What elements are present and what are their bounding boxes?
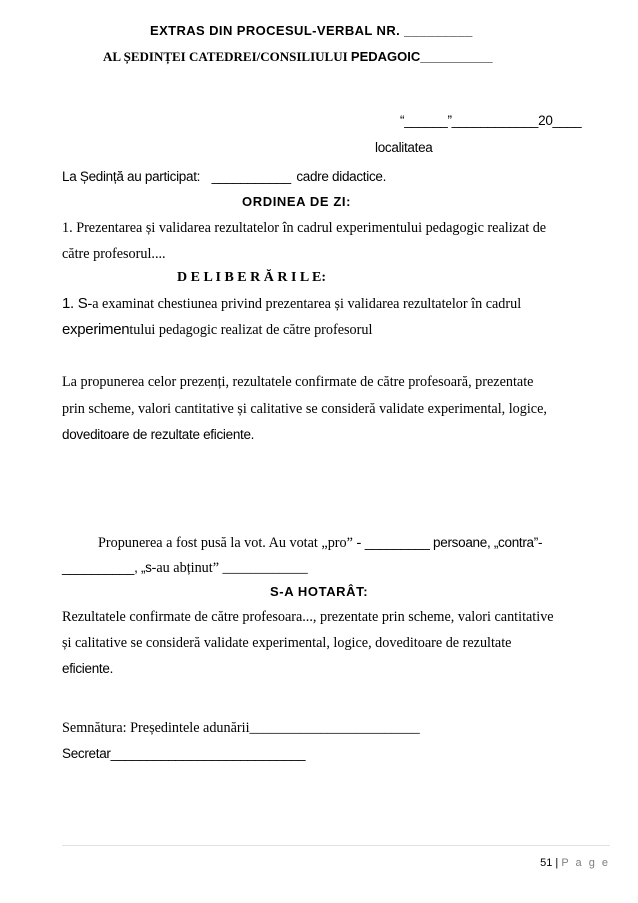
vote-abstain-start: „s bbox=[140, 560, 152, 575]
page-word: P a g e bbox=[561, 857, 610, 869]
deliberations-heading: D E L I B E R Ă R I L E: bbox=[177, 270, 326, 285]
participants-suffix: cadre didactice. bbox=[296, 169, 387, 184]
deliberation-1-line1 bbox=[62, 296, 521, 312]
vote-line1 bbox=[98, 535, 542, 551]
deliberation-2-line1: La propunerea celor prezenți, rezultatele confirmate de către profesoară, prezentate bbox=[62, 374, 534, 390]
footer-divider bbox=[62, 845, 610, 846]
decision-line3: eficiente. bbox=[62, 661, 114, 676]
deliberation-1-number: 1. S bbox=[62, 295, 88, 312]
date-line: “______”____________20____ bbox=[400, 113, 582, 128]
deliberation-1-text: -a examinat chestiunea privind prezentarea și validarea rezultatelor în cadrul bbox=[87, 296, 522, 312]
subtitle-sans-part: PEDAGOIC__________ bbox=[350, 49, 493, 64]
president-signature-line: Semnătura: Președintele adunării________________________ bbox=[62, 720, 420, 736]
page-number: 51 bbox=[540, 857, 553, 869]
vote-persons-contra: _________ persoane, „contra”- bbox=[364, 535, 543, 550]
deliberation-1-word-rest: tului pedagogic realizat de către profesorul bbox=[129, 322, 373, 338]
vote-contra-blank: __________, bbox=[62, 560, 141, 575]
document-title: EXTRAS DIN PROCESUL-VERBAL NR. _________ bbox=[150, 23, 473, 38]
decision-line1: Rezultatele confirmate de către profesoara..., prezentate prin scheme, valori cantitative bbox=[62, 609, 554, 625]
participants-prefix: La Ședință au participat: bbox=[62, 169, 201, 184]
vote-pro-text: Propunerea a fost pusă la vot. Au votat „pro” - bbox=[98, 535, 365, 551]
participants-line bbox=[62, 170, 386, 184]
decision-heading: S-A HOTARÂT: bbox=[270, 584, 369, 599]
vote-abstain-rest: -au abținut” ____________ bbox=[151, 560, 308, 576]
agenda-item-1-line1: 1. Prezentarea și validarea rezultatelor în cadrul experimentului pedagogic realizat de bbox=[62, 220, 547, 236]
subtitle-serif-part: AL ȘEDINȚEI CATEDREI/CONSILIULUI bbox=[103, 49, 351, 64]
deliberation-1-word-start: experimen bbox=[62, 321, 130, 338]
locality-label: localitatea bbox=[375, 140, 433, 155]
deliberation-2-line3: doveditoare de rezultate eficiente. bbox=[62, 427, 255, 442]
vote-line2 bbox=[62, 560, 308, 576]
participants-blank: ___________ bbox=[211, 169, 291, 184]
document-subtitle bbox=[103, 49, 493, 65]
decision-line2: și calitative se consideră validate experimental, logice, doveditoare de rezultate bbox=[62, 635, 512, 651]
agenda-heading: ORDINEA DE ZI: bbox=[242, 194, 352, 209]
footer-separator: | bbox=[552, 857, 562, 869]
deliberation-1-line2 bbox=[62, 322, 372, 338]
secretary-signature-line: Secretar___________________________ bbox=[62, 746, 306, 761]
page-footer bbox=[540, 857, 610, 869]
agenda-item-1-line2: către profesorul.... bbox=[62, 246, 166, 262]
deliberation-2-line2: prin scheme, valori cantitative și calitative se consideră validate experimental, logice, bbox=[62, 401, 547, 417]
